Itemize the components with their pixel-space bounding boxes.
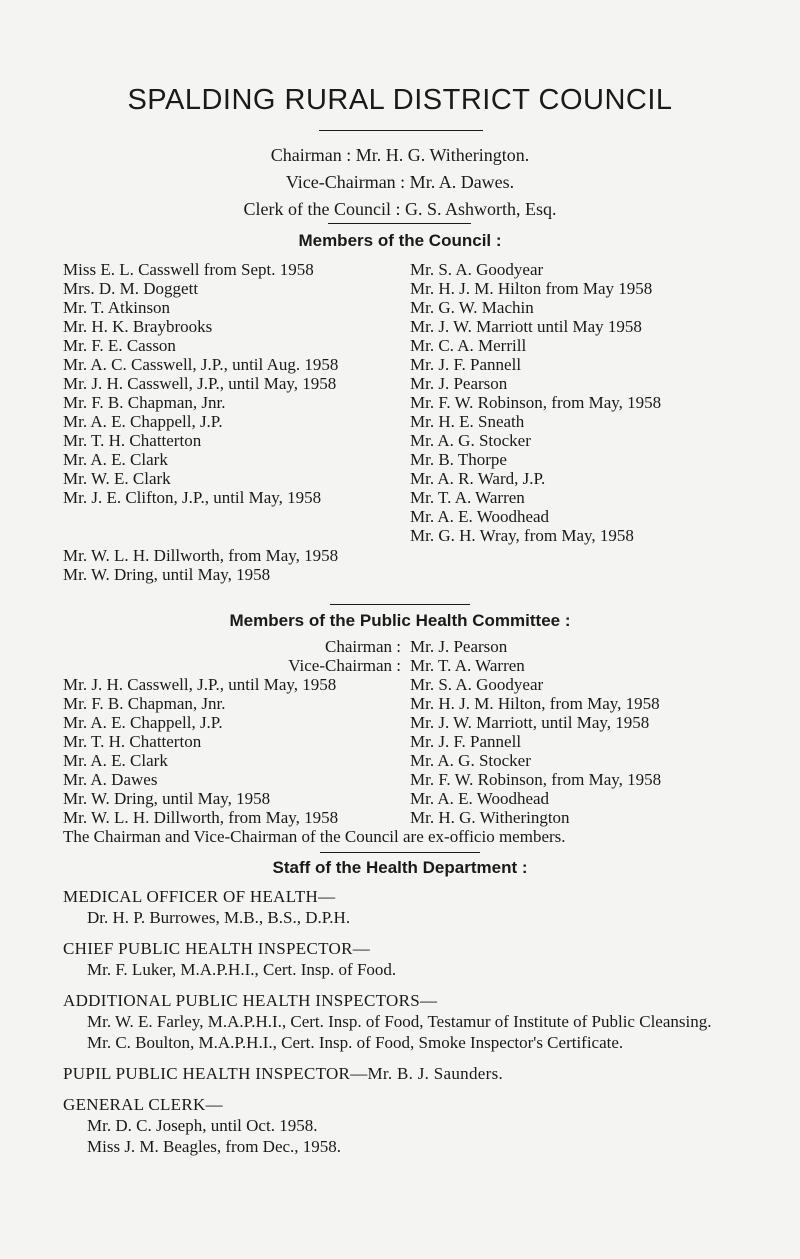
list-item: Mr. B. Thorpe xyxy=(410,450,507,469)
ph-left-column xyxy=(63,675,393,808)
ph-chairman-name: Mr. J. Pearson xyxy=(410,637,508,656)
council-clerk: Clerk of the Council : G. S. Ashworth, Esq. xyxy=(243,199,557,219)
staff-list xyxy=(63,886,743,1157)
list-item: Mr. T. H. Chatterton xyxy=(63,431,202,450)
ph-chairman-label: Chairman : xyxy=(324,637,401,656)
members-heading: Members of the Council : xyxy=(298,231,502,250)
list-item: Mr. S. A. Goodyear xyxy=(410,260,544,279)
members-rule xyxy=(330,604,470,605)
list-item: Mr. H. J. M. Hilton from May 1958 xyxy=(410,279,653,298)
list-item: Mr. J. W. Marriott, until May, 1958 xyxy=(410,713,650,732)
aphi-title: ADDITIONAL PUBLIC HEALTH INSPECTORS— xyxy=(63,991,438,1010)
list-item: Mr. H. K. Braybrooks xyxy=(63,317,213,336)
list-item: Mr. A. E. Woodhead xyxy=(410,507,550,526)
list-item: Mr. A. E. Woodhead xyxy=(410,789,550,808)
title-rule xyxy=(319,130,483,131)
officers-rule xyxy=(328,223,471,224)
council-chairman: Chairman : Mr. H. G. Witherington. xyxy=(270,145,530,165)
cphi-name: Mr. F. Luker, M.A.P.H.I., Cert. Insp. of Food. xyxy=(87,960,397,979)
council-title: SPALDING RURAL DISTRICT COUNCIL xyxy=(127,84,673,116)
list-item: Mr. S. A. Goodyear xyxy=(410,675,544,694)
ph-right-column xyxy=(410,675,790,827)
list-item: Mr. J. W. Marriott until May 1958 xyxy=(410,317,642,336)
list-item: Mr. T. H. Chatterton xyxy=(63,732,202,751)
list-item: Miss E. L. Casswell from Sept. 1958 xyxy=(63,260,314,279)
list-item: Mr. A. G. Stocker xyxy=(410,751,531,770)
council-vice-chairman: Vice-Chairman : Mr. A. Dawes. xyxy=(285,172,515,192)
list-item: Mr. J. E. Clifton, J.P., until May, 1958 xyxy=(63,488,322,507)
ph-vice-label: Vice-Chairman : xyxy=(288,656,401,675)
list-item: Mr. W. Dring, until May, 1958 xyxy=(63,565,271,584)
pupil-inspector: PUPIL PUBLIC HEALTH INSPECTOR—Mr. B. J. Saunders. xyxy=(63,1064,504,1083)
list-item: Mr. A. R. Ward, J.P. xyxy=(410,469,546,488)
list-item: Mr. F. B. Chapman, Jnr. xyxy=(63,393,226,412)
public-health-heading: Members of the Public Health Committee : xyxy=(229,611,571,630)
aphi-inspector-2: Mr. C. Boulton, M.A.P.H.I., Cert. Insp. of Food, Smoke Inspector's Certificate. xyxy=(87,1033,624,1052)
list-item: Mr. A. E. Clark xyxy=(63,751,168,770)
council-officers xyxy=(0,142,800,223)
list-item: Mr. F. E. Casson xyxy=(63,336,176,355)
list-item: Mr. T. A. Warren xyxy=(410,488,525,507)
public-health-rule xyxy=(320,852,480,853)
staff-heading: Staff of the Health Department : xyxy=(272,858,528,877)
list-item: Mr. J. H. Casswell, J.P., until May, 1958 xyxy=(63,374,337,393)
list-item: Mr. J. Pearson xyxy=(410,374,508,393)
list-item: Mr. C. A. Merrill xyxy=(410,336,527,355)
members-full-width xyxy=(63,546,338,584)
list-item: Mr. A. C. Casswell, J.P., until Aug. 1958 xyxy=(63,355,339,374)
moh-name: Dr. H. P. Burrowes, M.B., B.S., D.P.H. xyxy=(87,908,351,927)
list-item: Mr. T. Atkinson xyxy=(63,298,171,317)
cphi-title: CHIEF PUBLIC HEALTH INSPECTOR— xyxy=(63,939,371,958)
clerk-2: Miss J. M. Beagles, from Dec., 1958. xyxy=(87,1137,342,1156)
members-right-column xyxy=(410,260,790,545)
list-item: Mr. J. H. Casswell, J.P., until May, 1958 xyxy=(63,675,337,694)
moh-title: MEDICAL OFFICER OF HEALTH— xyxy=(63,887,336,906)
list-item: Mr. W. E. Clark xyxy=(63,469,171,488)
aphi-inspector-1: Mr. W. E. Farley, M.A.P.H.I., Cert. Insp. of Food, Testamur of Institute of Public Cleansing. xyxy=(87,1012,712,1031)
list-item: Mr. G. W. Machin xyxy=(410,298,534,317)
list-item: Mr. A. E. Chappell, J.P. xyxy=(63,713,223,732)
list-item: Mr. A. E. Chappell, J.P. xyxy=(63,412,223,431)
list-item: Mr. F. W. Robinson, from May, 1958 xyxy=(410,770,662,789)
list-item: Mr. F. B. Chapman, Jnr. xyxy=(63,694,226,713)
list-item: Mr. W. L. H. Dillworth, from May, 1958 xyxy=(63,546,339,565)
list-item: Mr. A. E. Clark xyxy=(63,450,168,469)
ph-full-width xyxy=(63,808,566,846)
list-item: Mr. A. Dawes xyxy=(63,770,158,789)
list-item: Mr. J. F. Pannell xyxy=(410,355,522,374)
ex-officio-note: The Chairman and Vice-Chairman of the Council are ex-officio members. xyxy=(63,827,566,846)
clerk-1: Mr. D. C. Joseph, until Oct. 1958. xyxy=(87,1116,318,1135)
members-left-column xyxy=(63,260,393,507)
list-item: Mr. J. F. Pannell xyxy=(410,732,522,751)
list-item: Mr. W. L. H. Dillworth, from May, 1958 xyxy=(63,808,339,827)
list-item: Mr. H. G. Witherington xyxy=(410,808,570,827)
list-item: Mr. W. Dring, until May, 1958 xyxy=(63,789,271,808)
clerk-title: GENERAL CLERK— xyxy=(63,1095,223,1114)
list-item: Mr. F. W. Robinson, from May, 1958 xyxy=(410,393,662,412)
list-item: Mr. H. E. Sneath xyxy=(410,412,525,431)
list-item: Mr. A. G. Stocker xyxy=(410,431,531,450)
ph-vice-name: Mr. T. A. Warren xyxy=(410,656,525,675)
list-item: Mr. H. J. M. Hilton, from May, 1958 xyxy=(410,694,660,713)
list-item: Mrs. D. M. Doggett xyxy=(63,279,199,298)
list-item: Mr. G. H. Wray, from May, 1958 xyxy=(410,526,634,545)
